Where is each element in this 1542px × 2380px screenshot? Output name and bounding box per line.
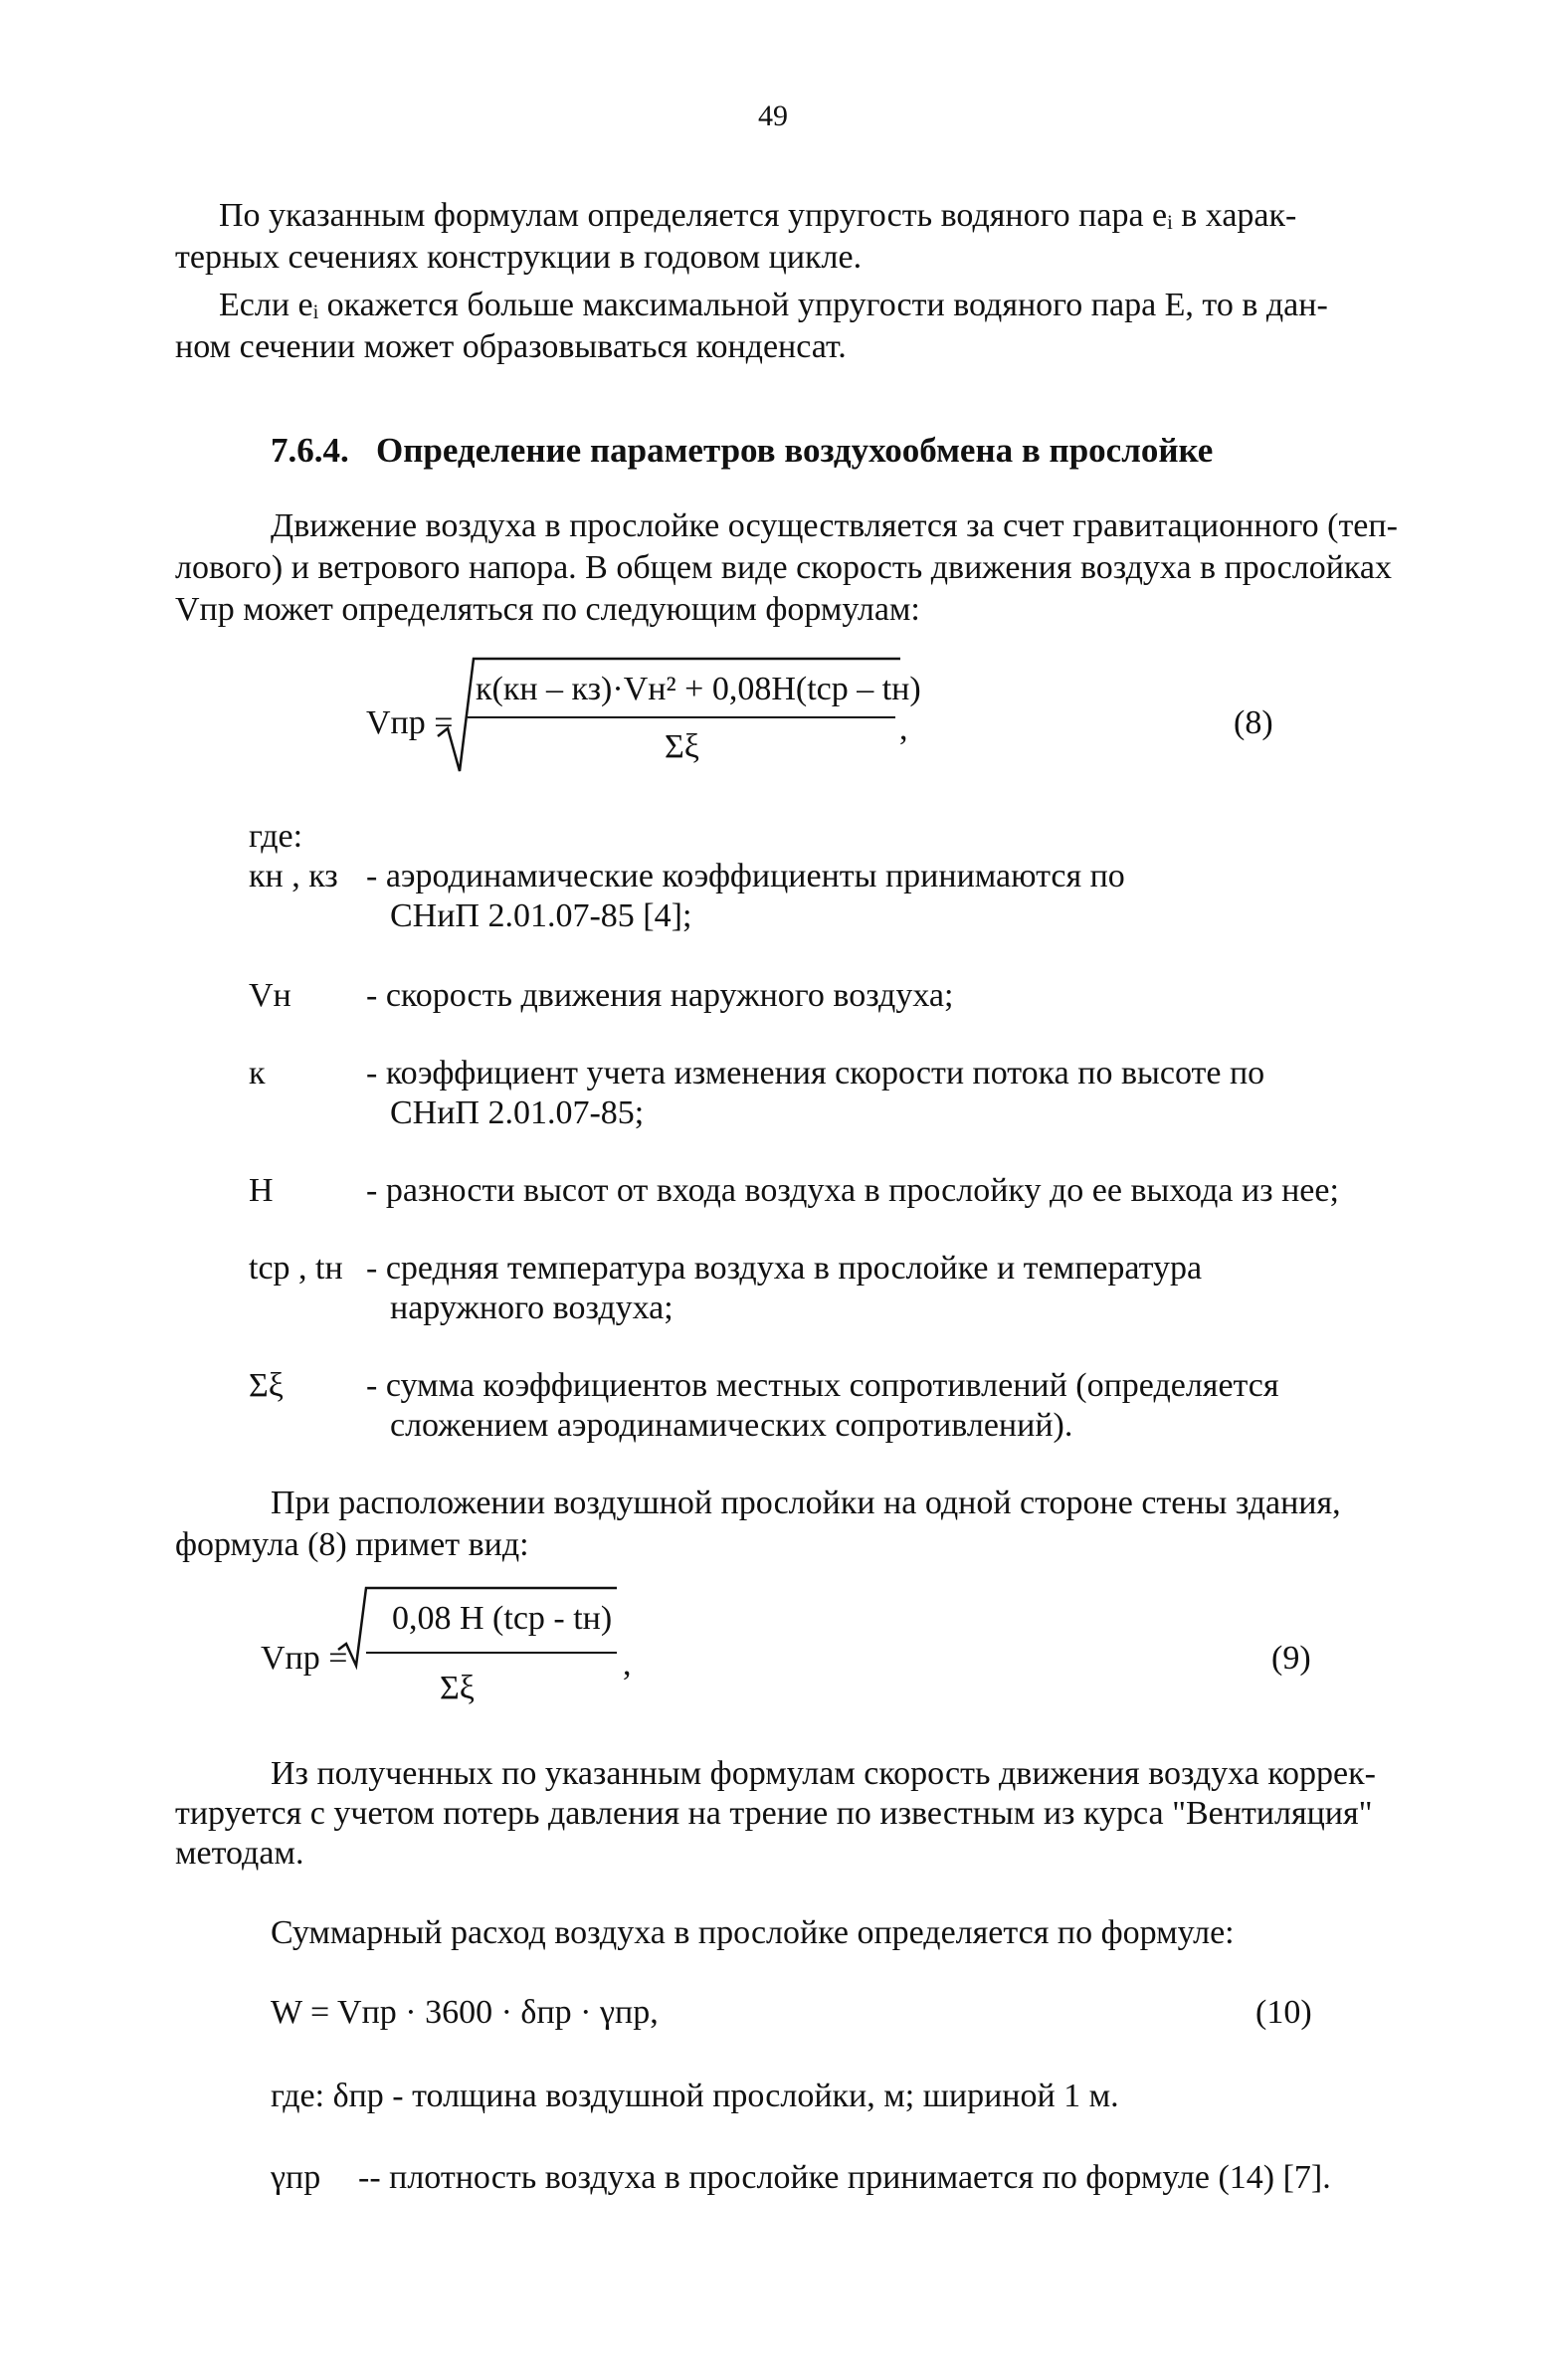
definition-text-cont: сложением аэродинамических сопротивлений). — [390, 1407, 1073, 1444]
section-number: 7.6.4. — [271, 431, 349, 470]
definition-text: - скорость движения наружного воздуха; — [366, 977, 954, 1014]
formula-9-fraction-bar — [366, 1652, 617, 1654]
formula-8-number: (8) — [1234, 704, 1273, 741]
formula-9-trail: , — [623, 1646, 632, 1683]
formula-10-number: (10) — [1255, 1994, 1312, 2031]
formula-8-fraction-bar — [468, 716, 895, 718]
definition-text: - коэффициент учета изменения скорости потока по высоте по — [366, 1055, 1265, 1091]
where2-line-2: -- плотность воздуха в прослойке принимается по формуле (14) [7]. — [358, 2159, 1331, 2196]
definition-term: Vн — [249, 977, 291, 1014]
correction-line-3: методам. — [175, 1835, 304, 1872]
definition-term: к — [249, 1055, 266, 1091]
where2-line-1: где: δпр - толщина воздушной прослойки, м; шириной 1 м. — [271, 2078, 1119, 2114]
movement-line-2: лового) и ветрового напора. В общем виде скорость движения воздуха в прослойках — [175, 549, 1392, 586]
formula-8-lhs: Vпр = — [366, 704, 454, 741]
formula-9-number: (9) — [1271, 1640, 1311, 1677]
formula-8-numerator: к(кн – кз)·Vн² + 0,08H(tср – tн) — [476, 671, 921, 707]
section-title: Определение параметров воздухообмена в прослойке — [376, 431, 1214, 470]
definition-text-cont: СНиП 2.01.07-85; — [390, 1094, 645, 1131]
formula-10-expression: W = Vпр · 3600 · δпр · γпр, — [271, 1994, 659, 2031]
one-side-line-1: При расположении воздушной прослойки на одной стороне стены здания, — [271, 1485, 1341, 1521]
intro-line-3: Если eᵢ окажется больше максимальной упругости водяного пара E, то в дан- — [219, 287, 1328, 323]
total-flow-text: Суммарный расход воздуха в прослойке определяется по формуле: — [271, 1914, 1235, 1951]
movement-line-3: Vпр может определяться по следующим формулам: — [175, 591, 920, 628]
definition-term: кн , кз — [249, 858, 338, 894]
definition-text-cont: наружного воздуха; — [390, 1289, 674, 1326]
intro-line-1: По указанным формулам определяется упругость водяного пара eᵢ в харак- — [219, 197, 1297, 234]
definition-text: - средняя температура воздуха в прослойке и температура — [366, 1250, 1203, 1287]
page-number: 49 — [758, 99, 788, 132]
intro-line-4: ном сечении может образовываться конденсат. — [175, 328, 847, 365]
formula-8-trail: , — [899, 710, 908, 747]
definition-text-cont: СНиП 2.01.07-85 [4]; — [390, 897, 692, 934]
correction-line-1: Из полученных по указанным формулам скорость движения воздуха коррек- — [271, 1755, 1376, 1792]
formula-8-denominator: Σξ — [665, 728, 699, 765]
correction-line-2: тируется с учетом потерь давления на трение по известным из курса "Вентиляция" — [175, 1795, 1373, 1832]
formula-9-lhs: Vпр = — [261, 1640, 348, 1677]
definition-term: Σξ — [249, 1367, 284, 1404]
formula-9-numerator: 0,08 H (tср - tн) — [392, 1600, 613, 1637]
movement-line-1: Движение воздуха в прослойке осуществляется за счет гравитационного (теп- — [271, 507, 1398, 544]
definition-term: tср , tн — [249, 1250, 343, 1287]
where2-term: γпр — [271, 2159, 321, 2196]
intro-line-2: терных сечениях конструкции в годовом цикле. — [175, 239, 863, 276]
formula-9-denominator: Σξ — [440, 1670, 475, 1706]
one-side-line-2: формула (8) примет вид: — [175, 1526, 529, 1563]
definition-text: - разности высот от входа воздуха в прослойку до ее выхода из нее; — [366, 1172, 1339, 1209]
where-label: где: — [249, 818, 303, 855]
definition-term: H — [249, 1172, 274, 1209]
definition-text: - сумма коэффициентов местных сопротивлений (определяется — [366, 1367, 1279, 1404]
definition-text: - аэродинамические коэффициенты принимаются по — [366, 858, 1125, 894]
